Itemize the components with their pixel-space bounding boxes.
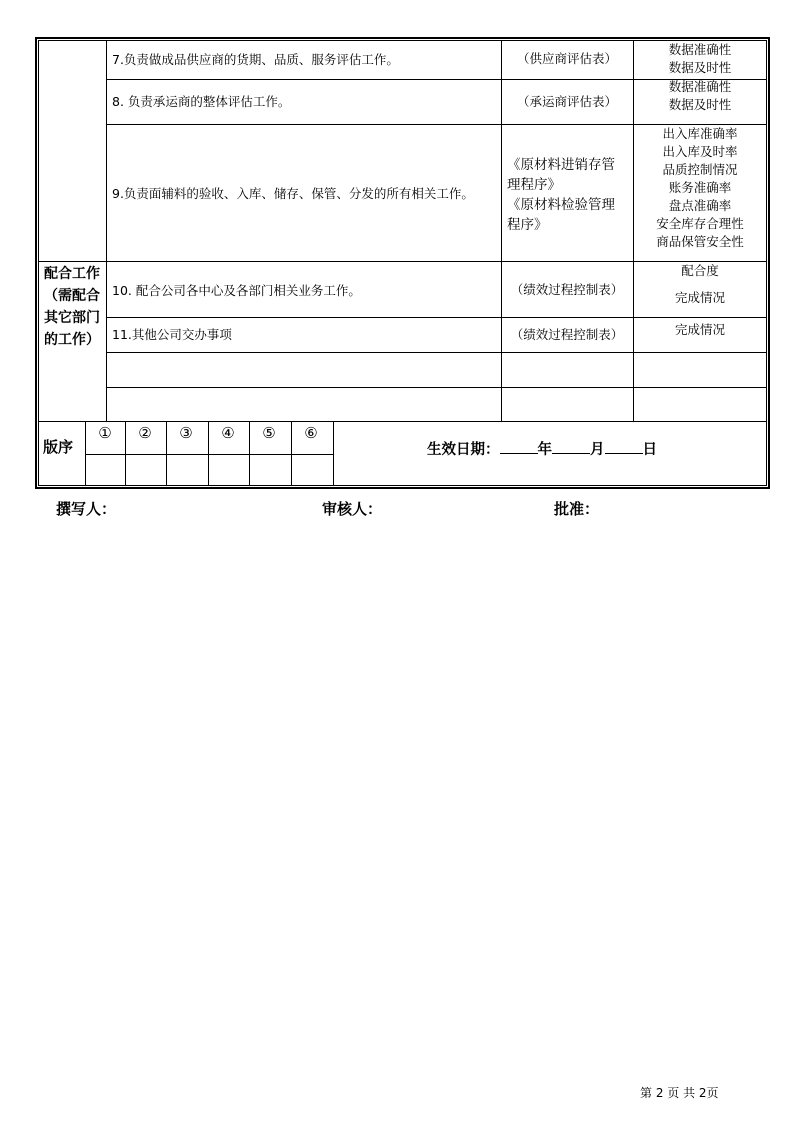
duty-metric: 出入库及时率 — [662, 144, 738, 159]
coop-metric: 配合度 — [681, 263, 719, 278]
duty-doc: （供应商评估表） — [516, 51, 617, 66]
duty-text: 7.负责做成品供应商的货期、品质、服务评估工作。 — [112, 52, 399, 67]
duty-metric: 品质控制情况 — [662, 162, 738, 177]
duty-metric: 账务准确率 — [668, 180, 732, 195]
duty-metric: 数据准确性 — [668, 79, 732, 94]
duty-metric: 数据及时性 — [668, 97, 732, 112]
version-col-divider — [333, 421, 334, 486]
col-divider — [106, 40, 107, 421]
version-mark: ① — [98, 424, 112, 442]
day-blank — [605, 439, 643, 454]
duty-metric: 盘点准确率 — [668, 198, 732, 213]
effective-date — [427, 439, 657, 459]
approver-label: 批准： — [554, 500, 600, 518]
coop-metric: 完成情况 — [674, 290, 725, 305]
row-divider — [106, 387, 767, 388]
effective-date-label: 生效日期： — [427, 442, 500, 458]
year-blank — [500, 439, 538, 454]
duty-metric: 数据准确性 — [668, 42, 732, 57]
page-number: 第 2 页 共 2页 — [640, 1086, 719, 1100]
month-blank — [552, 439, 590, 454]
coop-metric: 完成情况 — [674, 322, 725, 337]
coop-category-label: 配合工作（需配合其它部门的工作） — [44, 266, 100, 348]
author-label: 撰写人： — [56, 500, 117, 518]
year-label: 年 — [537, 442, 552, 458]
version-mark: ⑤ — [262, 424, 276, 442]
duty-text: 9.负责面辅料的验收、入库、储存、保管、分发的所有相关工作。 — [112, 186, 474, 201]
row-divider — [106, 317, 767, 318]
duty-doc-line: 理程序》 — [507, 177, 561, 193]
coop-text: 11.其他公司交办事项 — [112, 327, 232, 342]
day-label: 日 — [642, 442, 657, 458]
version-row-divider — [85, 454, 333, 455]
version-mark: ④ — [221, 424, 235, 442]
duty-doc: （承运商评估表） — [516, 94, 617, 109]
month-label: 月 — [590, 442, 605, 458]
duty-metric: 数据及时性 — [668, 60, 732, 75]
duty-metric: 安全库存合理性 — [656, 216, 744, 231]
version-mark: ⑥ — [304, 424, 318, 442]
reviewer-label: 审核人： — [322, 500, 383, 518]
duty-doc-line: 程序》 — [507, 217, 548, 233]
duty-doc-line: 《原材料进销存管 — [507, 157, 615, 173]
duty-metric: 出入库准确率 — [662, 126, 738, 141]
row-divider — [106, 352, 767, 353]
duty-metric: 商品保管安全性 — [656, 234, 744, 249]
coop-doc: （绩效过程控制表） — [510, 327, 624, 342]
duty-doc-line: 《原材料检验管理 — [507, 197, 615, 213]
version-mark: ③ — [179, 424, 193, 442]
coop-text: 10. 配合公司各中心及各部门相关业务工作。 — [112, 283, 361, 298]
version-mark: ② — [138, 424, 152, 442]
version-label: 版序 — [43, 438, 74, 456]
row-divider — [38, 421, 767, 422]
coop-doc: （绩效过程控制表） — [510, 282, 624, 297]
duty-text: 8. 负责承运商的整体评估工作。 — [112, 94, 291, 109]
